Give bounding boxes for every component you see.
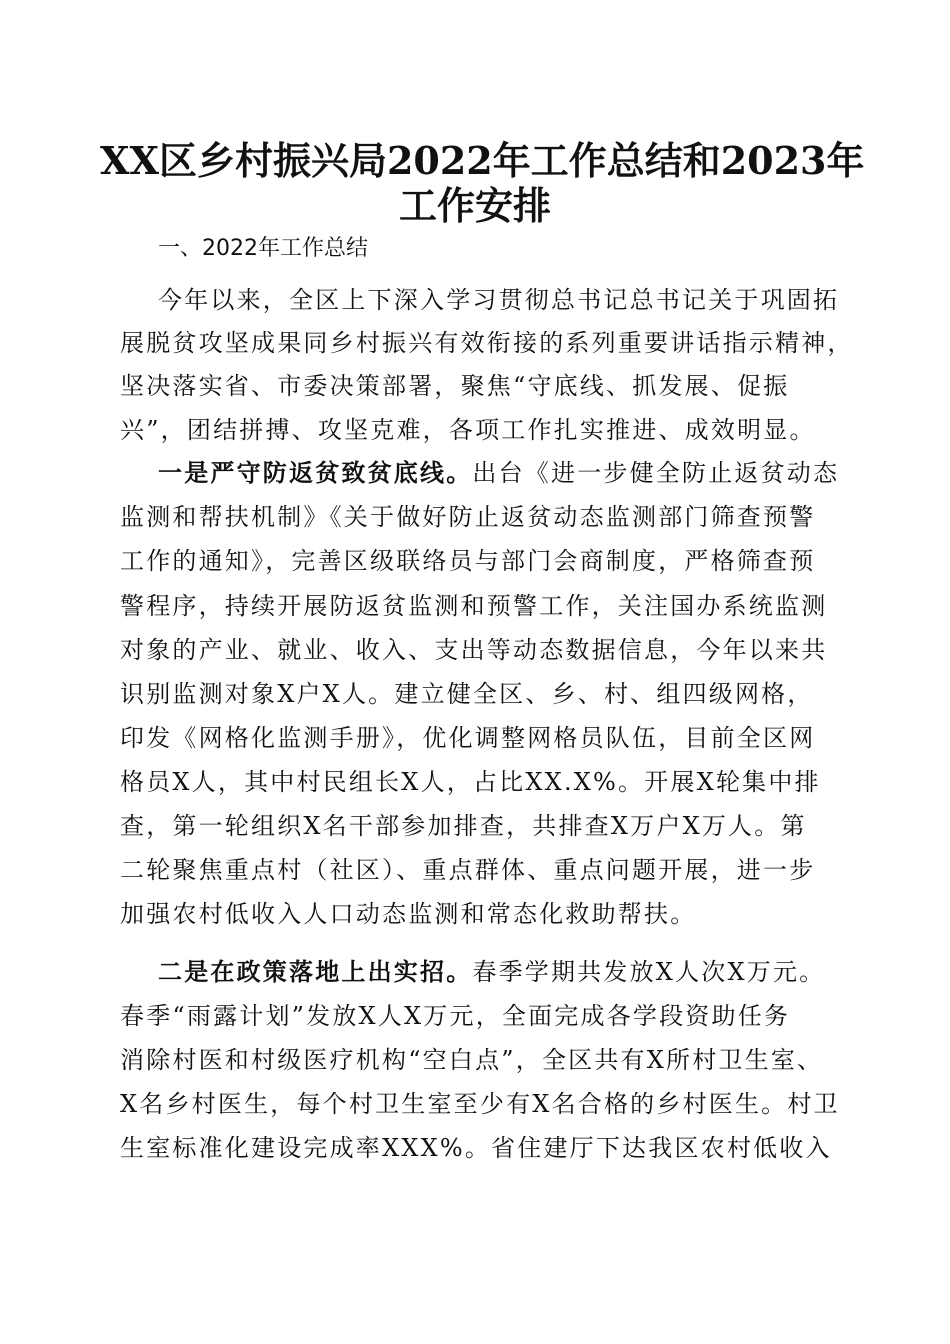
paragraph-line	[158, 955, 878, 989]
paragraph-lead: 一是严守防返贫致贫底线。	[158, 458, 473, 487]
paragraph-line: 春季“雨露计划”发放X人X万元，全面完成各学段资助任务	[120, 1002, 791, 1030]
paragraph-text: 春季学期共发放X人次X万元。	[472, 958, 826, 986]
paragraph-line: 生室标准化建设完成率XXX%。省住建厅下达我区农村低收入	[120, 1134, 832, 1162]
paragraph-line: 印发《网格化监测手册》，优化调整网格员队伍，目前全区网	[120, 724, 816, 752]
paragraph-line: 今年以来，全区上下深入学习贯彻总书记总书记关于巩固拓	[158, 286, 840, 314]
paragraph-line: 监测和帮扶机制》《关于做好防止返贫动态监测部门筛查预警	[120, 503, 816, 531]
paragraph-line: 查，第一轮组织X名干部参加排查，共排查X万户X万人。第	[120, 812, 807, 840]
paragraph-line: 二轮聚焦重点村（社区）、重点群体、重点问题开展，进一步	[120, 856, 816, 884]
paragraph-line: 警程序，持续开展防返贫监测和预警工作，关注国办系统监测	[120, 592, 828, 620]
paragraph-lead: 二是在政策落地上出实招。	[158, 957, 473, 986]
paragraph-line	[158, 456, 878, 490]
paragraph-line: X名乡村医生，每个村卫生室至少有X名合格的乡村医生。村卫	[120, 1090, 840, 1118]
paragraph-line: 对象的产业、就业、收入、支出等动态数据信息，今年以来共	[120, 636, 828, 664]
paragraph-text: 出台《进一步健全防止返贫动态	[472, 459, 840, 487]
paragraph-line: 识别监测对象X户X人。建立健全区、乡、村、组四级网格，	[120, 680, 814, 708]
paragraph-line: 展脱贫攻坚成果同乡村振兴有效衔接的系列重要讲话指示精神，	[120, 329, 854, 357]
paragraph-line: 格员X人，其中村民组长X人，占比XX.X%。开展X轮集中排	[120, 768, 821, 796]
document-title-line-2: 工作安排	[398, 183, 551, 228]
paragraph-line: 消除村医和村级医疗机构“空白点”，全区共有X所村卫生室、	[120, 1046, 824, 1074]
document-title-line-1: XX区乡村振兴局2022年工作总结和2023年	[100, 138, 865, 183]
paragraph-line: 工作的通知》，完善区级联络员与部门会商制度，严格筛查预	[120, 547, 816, 575]
section-heading: 一、2022年工作总结	[158, 236, 368, 261]
paragraph-line: 加强农村低收入人口动态监测和常态化救助帮扶。	[120, 900, 697, 928]
paragraph-line: 兴”，团结拼搏、攻坚克难，各项工作扎实推进、成效明显。	[120, 416, 816, 444]
paragraph-line: 坚决落实省、市委决策部署，聚焦“守底线、抓发展、促振	[120, 372, 790, 400]
